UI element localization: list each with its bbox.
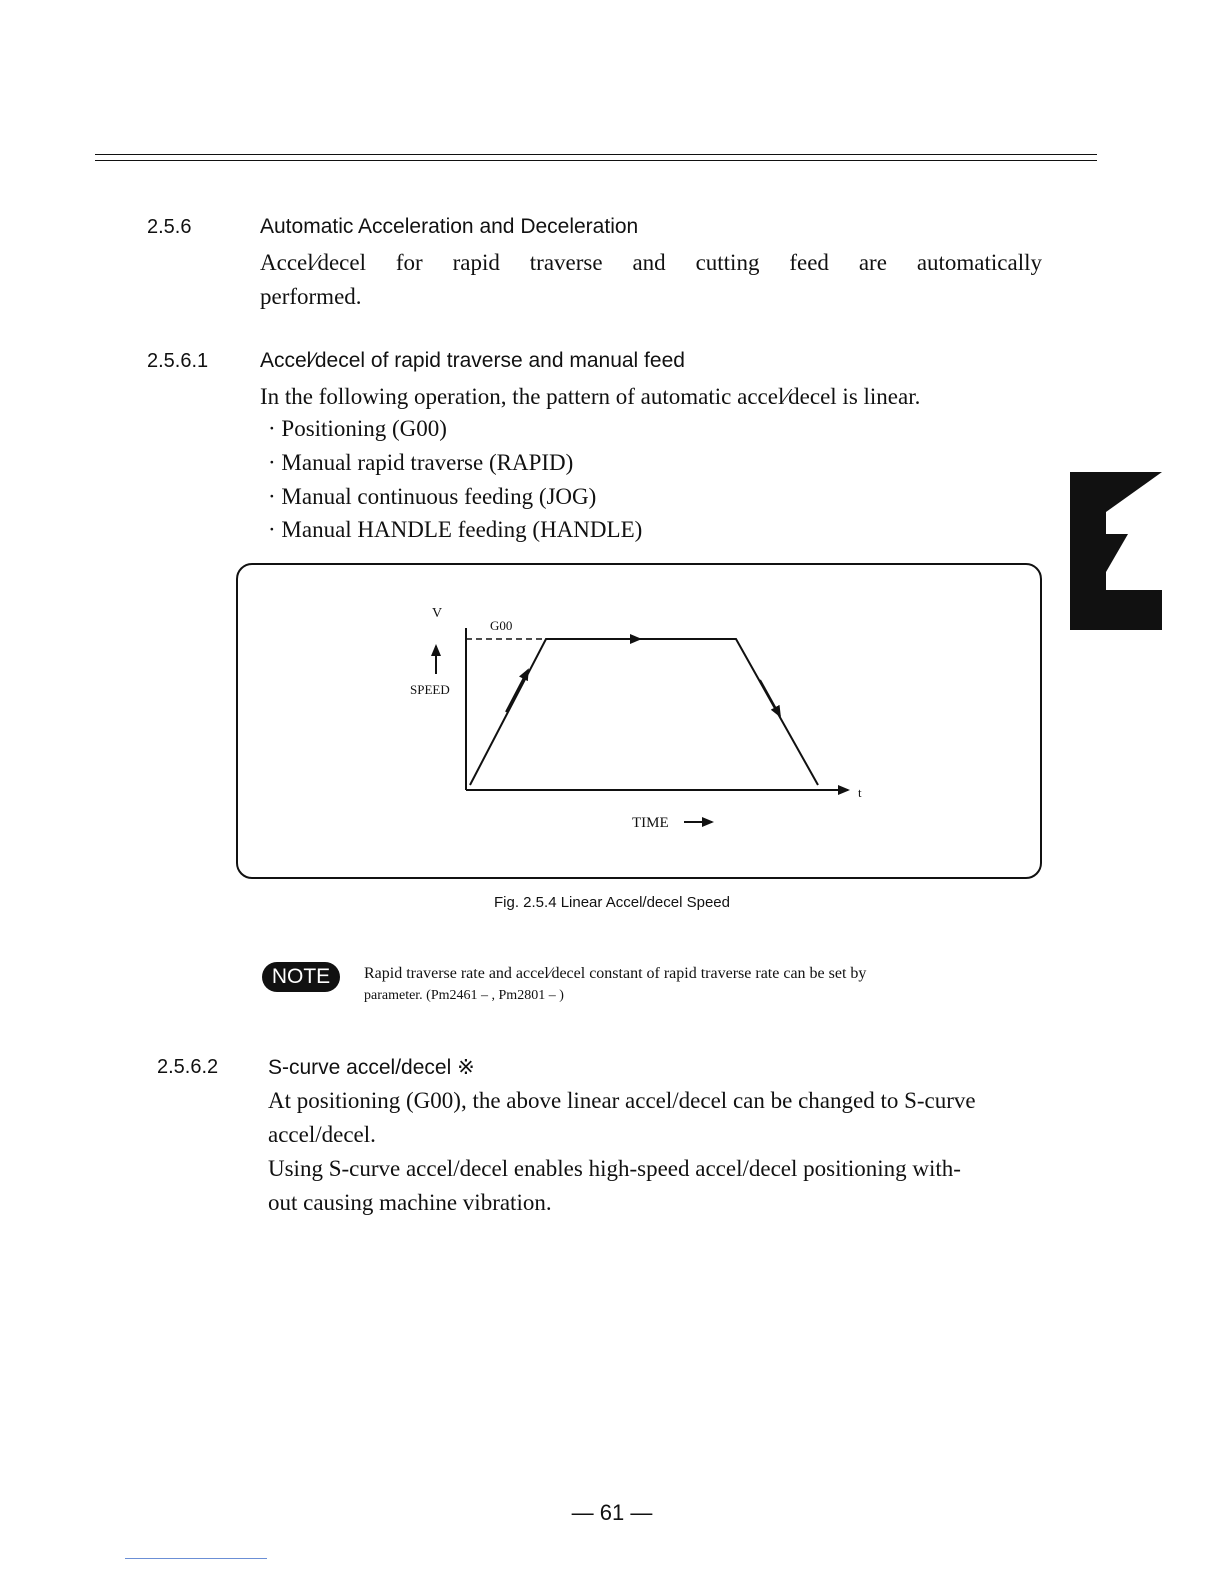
list-item: · Manual continuous feeding (JOG) — [268, 484, 597, 509]
body-text: At positioning (G00), the above linear accel/decel can be changed to S-curve — [268, 1088, 976, 1113]
accel-arrow — [506, 670, 528, 712]
axis-t-label: t — [858, 785, 862, 800]
g00-label: G00 — [490, 618, 513, 633]
body-text: out causing machine vibration. — [268, 1190, 552, 1215]
body-text: performed. — [260, 284, 362, 309]
section-title: Accel∕decel of rapid traverse and manual feed — [260, 349, 685, 372]
section-number: 2.5.6.1 — [147, 350, 209, 372]
note-line: parameter. (Pm2461 – , Pm2801 – ) — [364, 988, 564, 1003]
section-title: S-curve accel/decel ※ — [268, 1056, 475, 1079]
page-number: — 61 — — [571, 1500, 653, 1525]
body-text: Using S-curve accel/decel enables high-speed accel/decel positioning with- — [268, 1156, 961, 1181]
body-text: Accel∕decel for rapid traverse and cutting feed are automatically — [260, 250, 1042, 275]
bottom-divider — [125, 1558, 267, 1559]
axis-time-label: TIME — [632, 815, 669, 831]
decel-arrow — [760, 680, 780, 716]
note-text — [364, 963, 1044, 1007]
axis-speed-label: SPEED — [410, 682, 450, 697]
axis-v-label: V — [432, 606, 443, 621]
list-item: · Manual rapid traverse (RAPID) — [268, 450, 574, 475]
list-item: · Manual HANDLE feeding (HANDLE) — [268, 517, 643, 542]
figure-caption: Fig. 2.5.4 Linear Accel/decel Speed — [494, 894, 730, 911]
list-item: · Positioning (G00) — [268, 416, 447, 441]
speed-profile — [470, 639, 818, 785]
section-number: 2.5.6.2 — [157, 1056, 219, 1078]
note-badge: NOTE — [262, 962, 340, 992]
section-number: 2.5.6 — [147, 216, 192, 238]
body-text: In the following operation, the pattern of automatic accel∕decel is linear. — [260, 384, 921, 409]
section-title: Automatic Acceleration and Deceleration — [260, 215, 639, 238]
note-line: Rapid traverse rate and accel∕decel constant of rapid traverse rate can be set by — [364, 965, 867, 982]
body-text: accel/decel. — [268, 1122, 376, 1147]
